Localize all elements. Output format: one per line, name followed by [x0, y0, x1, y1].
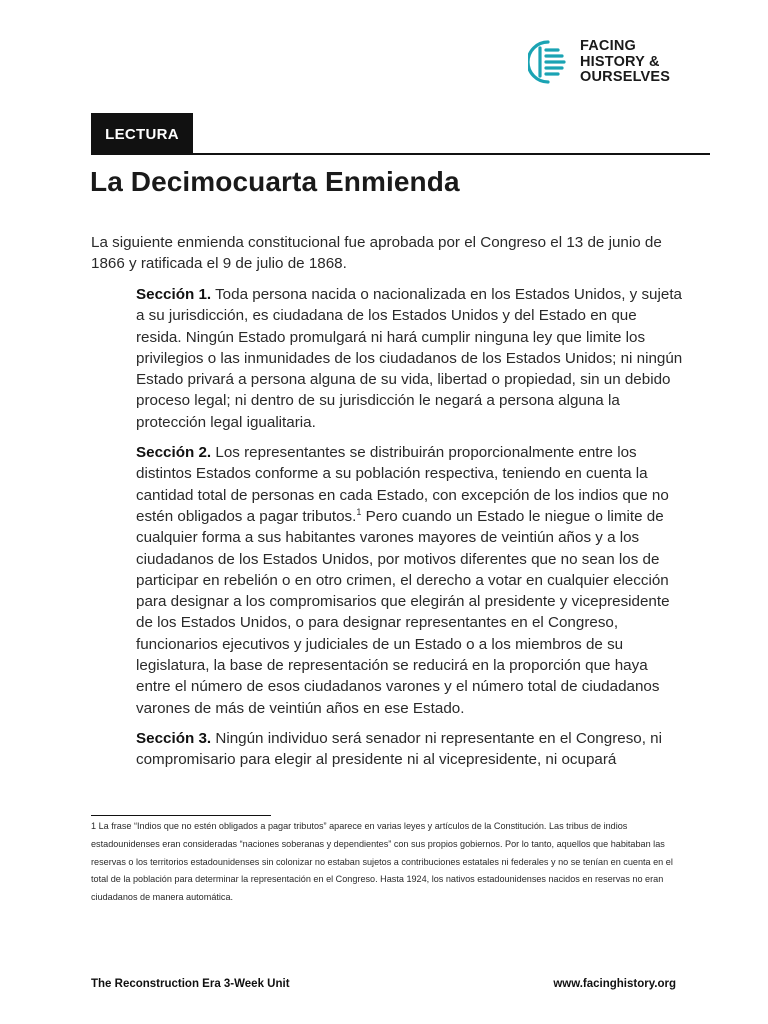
logo-line: FACING — [580, 38, 636, 54]
header-rule — [91, 153, 710, 155]
section-label: Sección 3. — [136, 729, 212, 747]
section-text: Los representantes se distribuirán proporcionalmente entre los distintos Estados conforme a su población respectiva, teniendo en cuenta la cantidad total de personas en cada Estado, con excepción de los indios que no estén obligados a pagar tributos. — [136, 444, 669, 525]
page-title: La Decimocuarta Enmienda — [90, 166, 460, 197]
section-label: Sección 2. — [136, 444, 212, 462]
amendment-sections — [136, 284, 683, 780]
section-text: Ningún individuo será senador ni representante en el Congreso, ni compromisario para elegir al presidente ni al vicepresidente, ni ocupará — [136, 729, 663, 769]
section-3 — [136, 728, 683, 771]
footnote: 1 La frase “Indios que no estén obligados a pagar tributos” aparece en varias leyes y artículos de la Constitución. Las tribus de indios estadounidenses eran consideradas “naciones soberanas y dependientes” con sus propios gobiernos. Por lo tanto, aquellos que habitaban las reservas o los territorios estadounidenses sin colonizar no estaban sujetos a contribuciones estatales ni federales y no se tenían en cuenta en el total de la población para determinar la representación en el Congreso. Hasta 1924, los nativos estadounidenses nacidos en reservas no eran ciudadanos de manera automática. — [91, 821, 673, 903]
section-text: Toda persona nacida o nacionalizada en los Estados Unidos, y sujeta a su jurisdicción, es ciudadana de los Estados Unidos y del Estado en que resida. Ningún Estado promulgará ni hará cumplir ninguna ley que limite los privilegios o las inmunidades de los ciudadanos de los Estados Unidos; ni ningún Estado privará a persona alguna de su vida, libertad o propiedad, sin un debido proceso legal; ni dentro de su jurisdicción le negará a persona alguna la protección legal igualitaria. — [136, 286, 683, 431]
section-label: Sección 1. — [136, 286, 212, 303]
section-1 — [136, 284, 683, 433]
section-2 — [136, 442, 683, 719]
footer-website-link[interactable]: www.facinghistory.org — [553, 978, 676, 990]
section-text: Pero cuando un Estado le niegue o limite de cualquier forma a sus habitantes varones mayores de veintiún años y a los ciudadanos de los Estados Unidos, por motivos diferentes que no sean los de participar en rebelión o en otro crimen, el derecho a votar en cualquier elección para designar a los compromisarios que elegirán al presidente y vicepresidente de los Estados Unidos, o para designar representantes en el Congreso, funcionarios ejecutivos y judiciales de un Estado o a los miembros de su legislatura, la base de representación se reducirá en la proporción que haya entre el número de esos ciudadanos varones y el número total de ciudadanos varones de más de veintiún años en ese Estado. — [136, 507, 670, 717]
footnote-divider — [91, 815, 271, 816]
reading-tag: LECTURA — [91, 113, 193, 155]
intro-paragraph: La siguiente enmienda constitucional fue aprobada por el Congreso el 13 de junio de 1866 y ratificada el 9 de julio de 1868. — [91, 234, 662, 273]
facing-history-logo — [528, 38, 688, 88]
logo-line: OURSELVES — [580, 69, 671, 85]
logo-wordmark — [580, 39, 670, 86]
logo-mark-icon — [528, 38, 572, 86]
footer-unit-title: The Reconstruction Era 3-Week Unit — [91, 978, 290, 990]
footnote-ref: 1 — [356, 506, 362, 517]
logo-line: HISTORY & — [580, 53, 660, 70]
